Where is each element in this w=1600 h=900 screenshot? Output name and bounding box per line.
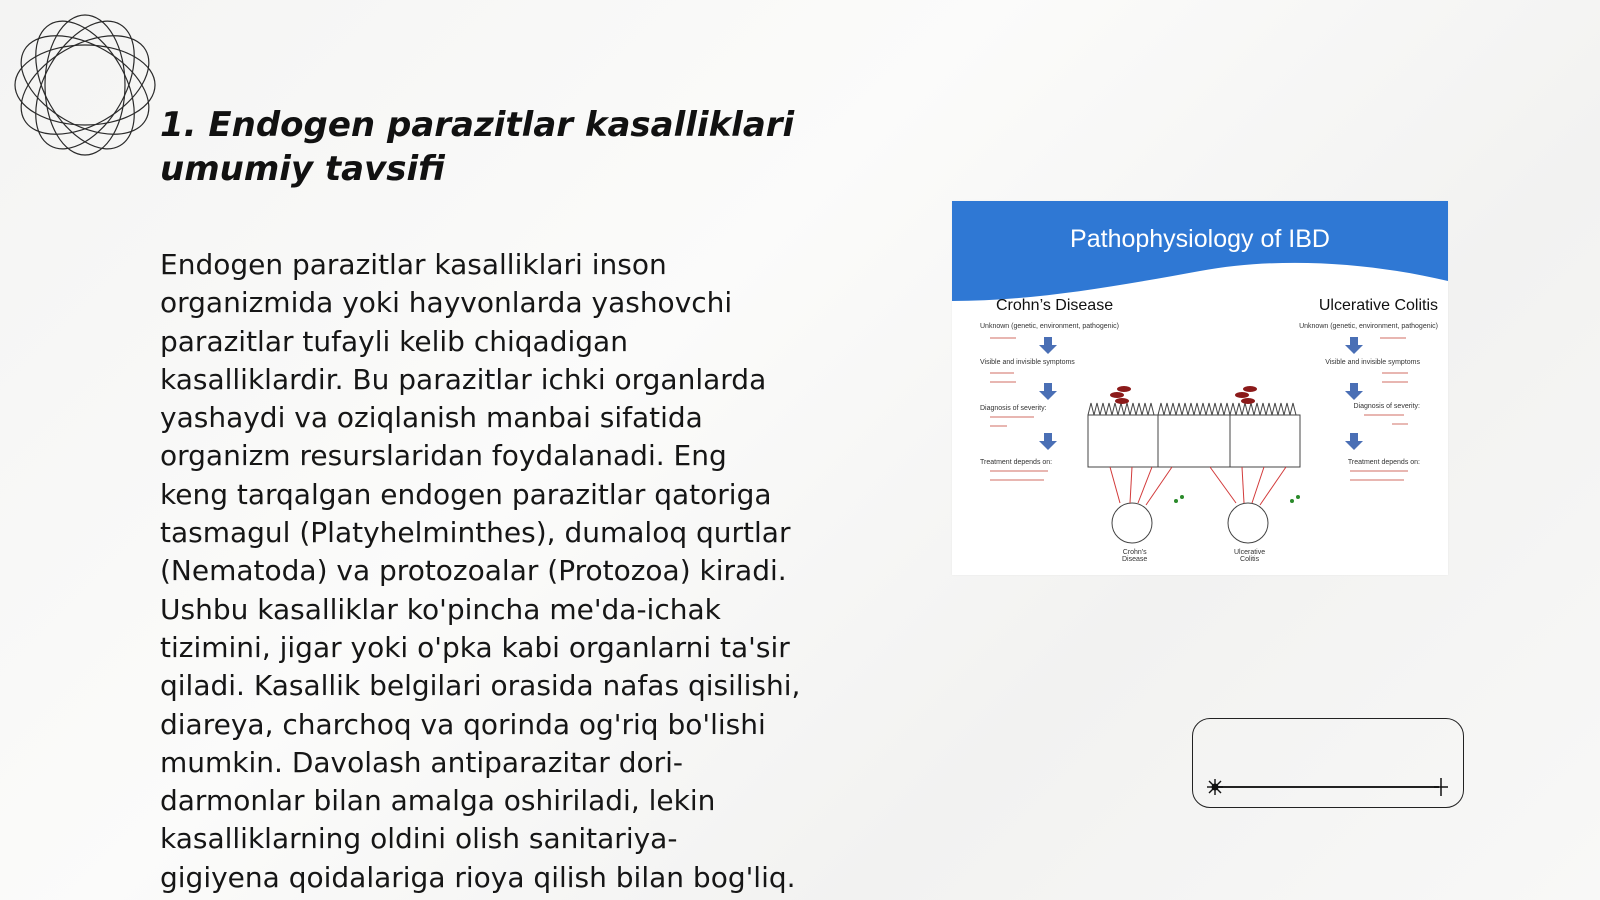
slide-title: 1. Endogen parazitlar kasalliklari umumiy tavsifi (160, 105, 795, 189)
plus-icon[interactable] (1431, 777, 1451, 797)
arrow-down-icon (1345, 337, 1363, 354)
right-step-4: Treatment depends on: (1347, 459, 1420, 466)
arrow-down-icon (1345, 383, 1363, 400)
ulcerative-colitis-heading: Ulcerative Colitis (1318, 297, 1438, 314)
circle-rosette-icon (10, 10, 160, 160)
uc-diagram-label: Ulcerative Colitis (1234, 549, 1266, 563)
left-step-1: Unknown (genetic, environment, pathogenic) (980, 323, 1119, 330)
left-step-3: Diagnosis of severity: (980, 405, 1047, 412)
arrow-down-icon (1039, 383, 1057, 400)
arrow-down-icon (1345, 433, 1363, 450)
left-step-4: Treatment depends on: (980, 459, 1053, 466)
right-step-2: Visible and invisible symptoms (1325, 359, 1420, 366)
arrow-down-icon (1039, 337, 1057, 354)
sun-icon (1205, 777, 1225, 797)
crohns-diagram-label: Crohn's Disease (1122, 549, 1148, 563)
right-step-3: Diagnosis of severity: (1353, 403, 1420, 410)
ibd-pathophysiology-figure (952, 201, 1448, 575)
left-step-2: Visible and invisible symptoms (980, 359, 1075, 366)
slider-track[interactable] (1215, 786, 1439, 788)
right-step-1: Unknown (genetic, environment, pathogenic) (1299, 323, 1438, 330)
crohns-heading: Crohn’s Disease (996, 297, 1114, 314)
timeline-slider[interactable] (1192, 718, 1464, 808)
figure-title: Pathophysiology of IBD (1070, 225, 1330, 253)
arrow-down-icon (1039, 433, 1057, 450)
ibd-diagram-graphics (952, 201, 1448, 575)
slide-body-text: Endogen parazitlar kasalliklari inson organizmida yoki hayvonlarda yashovchi parazitlar tufayli kelib chiqadigan kasalliklardir. Bu parazitlar ichki organlarda yashaydi va oziqlanish manbai sifatida organizm resurslaridan foydalanadi. Eng keng tarqalgan endogen parazitlar qatoriga tasmagul (Platyhelminthes), dumaloq qurtlar (Nematoda) va protozoalar (Protozoa) kiradi. Ushbu kasalliklar ko'pincha me'da-ichak tizimini, jigar yoki o'pka kabi organlarni ta'sir qiladi. Kasallik belgilari orasida nafas qisilishi, diareya, charchoq va qorinda og'riq bo'lishi mumkin. Davolash antiparazitar dori- darmonlar bilan amalga oshiriladi, lekin kasalliklarning oldini olish sanitariya- gigiyena qoidalariga rioya qilish bilan bog'liq. (160, 248, 801, 894)
